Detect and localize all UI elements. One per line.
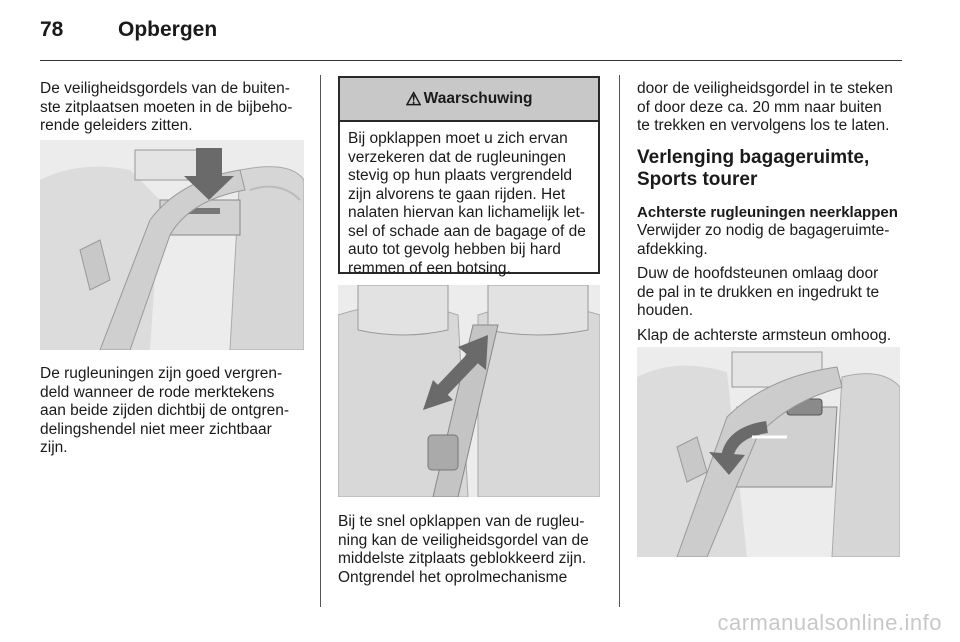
text-line: door de veiligheidsgordel in te steken [637,80,893,97]
text-line: Verwijder zo nodig de bagageruimte- [637,222,890,239]
page-number: 78 [40,18,64,41]
figure-middle-belt [338,285,600,497]
text-line: de pal in te drukken en ingedrukt te [637,283,880,301]
text-line: middelste zitplaats geblokkeerd zijn. [338,550,587,567]
section-title-line: Verlenging bagageruimte, [637,147,870,168]
text-line: houden. [637,302,694,319]
text-line: zijn alvorens te gaan rijden. Het [348,185,566,203]
text-line: of door deze ca. 20 mm naar buiten [637,98,882,116]
page-title: Opbergen [118,18,218,41]
text-line: De veiligheidsgordels van de buiten- [40,80,290,97]
middle-text [338,513,608,587]
text-line: verzekeren dat de rugleuningen [348,148,567,166]
subheading: Achterste rugleuningen neerklappen [637,204,898,221]
text-line: delingshendel niet meer zichtbaar [40,420,272,438]
warning-triangle-icon: ⚠ [405,88,422,109]
text-line: afdekking. [637,240,708,258]
left-lock-text [40,365,315,458]
text-line: De rugleuningen zijn goed vergren- [40,365,283,382]
section-heading [637,147,905,191]
column-divider-right [619,75,620,607]
text-line: Bij te snel opklappen van de rugleu- [338,513,585,530]
text-line: auto tot gevolg hebben bij hard [348,241,561,258]
text-line: nalaten hiervan kan lichamelijk let- [348,204,585,221]
text-line: ste zitplaatsen moeten in de bijbeho- [40,98,293,116]
warning-header [340,78,598,122]
text-line: Ontgrendel het oprolmechanisme [338,568,568,586]
section-title-line: Sports tourer [637,169,758,190]
text-line: aan beide zijden dichtbij de ontgren- [40,402,290,419]
text-line: stevig op hun plaats vergrendeld [348,167,573,184]
text-line: ning kan de veiligheidsgordel van de [338,531,589,549]
right-intro-text [637,80,905,136]
text-line: Klap de achterste armsteun omhoog. [637,326,892,344]
warning-body [340,122,598,278]
text-line: Bij opklappen moet u zich ervan [348,130,568,147]
right-steps [637,204,905,345]
warning-title: Waarschuwing [423,90,533,107]
column-divider-left [320,75,321,607]
header-rule [40,60,902,61]
left-intro-text [40,80,310,136]
text-line: zijn. [40,439,68,456]
figure-seatbelt-guide [40,140,304,350]
text-line: sel of schade aan de bagage of de [348,222,586,240]
warning-box [338,76,600,277]
text-line: Duw de hoofdsteunen omlaag door [637,265,879,282]
text-line: te trekken en vervolgens los te laten. [637,117,890,134]
figure-armrest [637,347,900,557]
text-line: deld wanneer de rode merktekens [40,383,275,401]
watermark: carmanualsonline.info [717,610,942,635]
text-line: rende geleiders zitten. [40,117,193,134]
text-line: remmen of een botsing. [348,259,511,277]
